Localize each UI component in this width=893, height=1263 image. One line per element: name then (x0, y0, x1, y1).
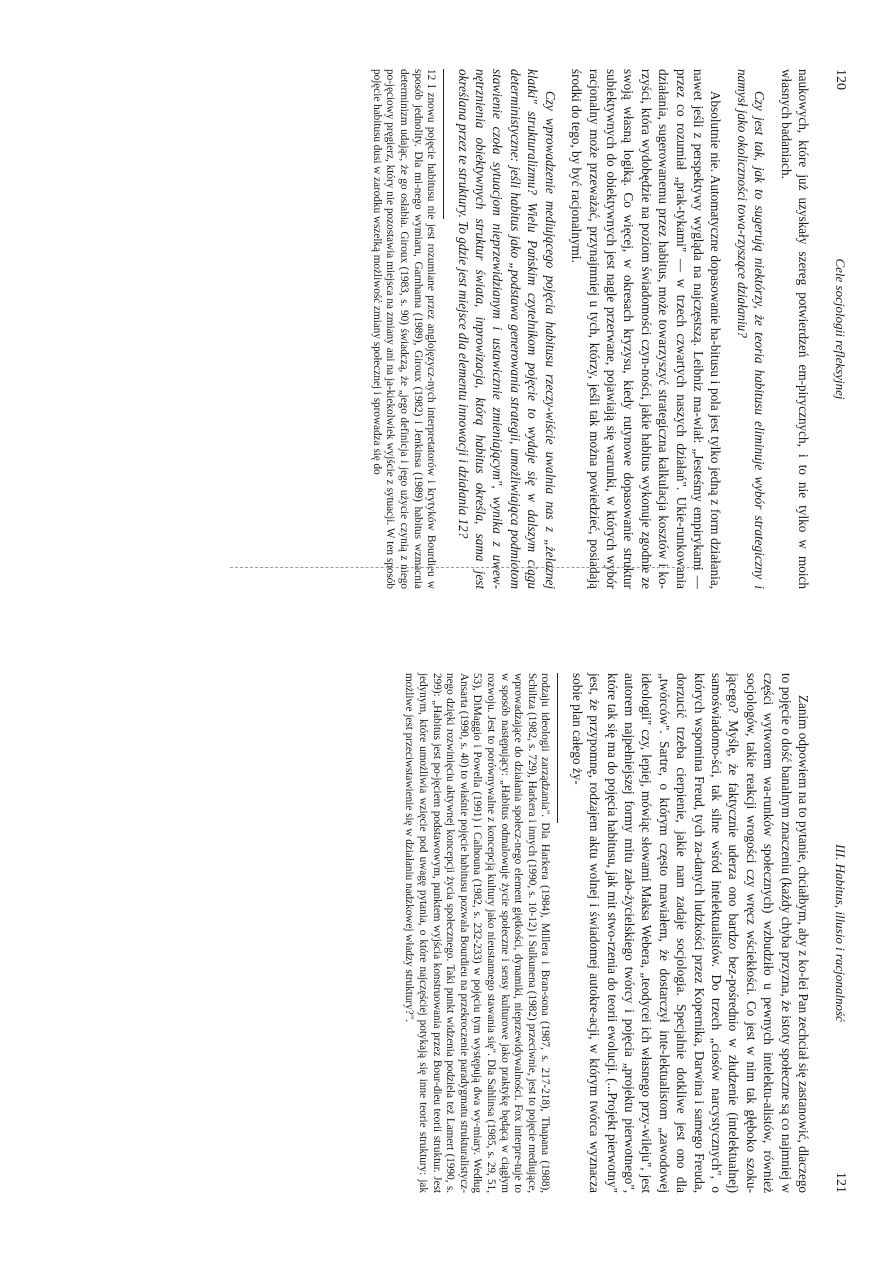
running-header (824, 69, 848, 589)
running-header (824, 673, 848, 1193)
left-page (36, 49, 856, 609)
footnote-rule (443, 69, 444, 219)
main-text (366, 69, 812, 589)
footnote: 12 I znowu pojęcie habitusu nie jest rozumiane przez anglojęzycz-nych interpretatorów i krytyków Bourdieu w sposób jednolity. Dla mi-nego wymiaru, Garnhama (1989), Giroux (1982) i Jenkinsa (1989) habitus wzmacnia determinizm udając, że go osłabia. Giroux (1983, s. 90) świadczą, że „jego definicja i jego użycie czynią z niego po-jęciowy pręgierz, który nie pozostawia miejsca na zmiany ani na ja-kiekolwiek wyjście z sytuacji. W ten sposób pojęcie habitusu dusi w zarodku wszelką możliwość zmiany społecznej i sprowadza się do (370, 69, 438, 589)
main-text (399, 673, 812, 1193)
footnote-rule (557, 673, 558, 823)
paragraph: Absolutnie nie. Automatyczne dopasowanie ha-bitusu i pola jest tylko jedną z form działania, nawet jeśli z perspektywy wygląda na najczęstszą. Leibniz ma-wiał: „Jesteśmy empirykami — przez co rozumiał „prak-tykami" — w trzech czwartych naszych działań". Ukie-runkowania działania, sugerowanemu przez habitus, może towarzyszyć strategiczna kalkulacja kosztów i ko-rzyści, która wydobędzie na poziom świadomości czyn-ności, jakie habitus wykonuje zgodnie ze swoją własną logiką. Co więcej, w okresach kryzysu, kiedy rutynowe dopasowanie struktur subiektywnych do obiektywnych jest nagle przerwane, pojawiają się warunki, w których wybór racjonalny może przeważać, przynajmniej u tych, którzy, jeśli tak można powiedzieć, posiadają środki do tego, by być racjonalnymi. (569, 69, 724, 589)
running-title: Cele socjologii refleksyjnej (833, 258, 848, 400)
rotated-spread (36, 31, 856, 1231)
running-title: III. Habitus, illusio i racjonalność (833, 844, 848, 1022)
right-page (36, 653, 856, 1213)
footnotes (402, 673, 552, 1193)
footnote: rodzaju ideologii zarządzania". Dla Harkera (1984), Millera i Bran-sona (1987, s. 217-218), Thapana (1988), Schiltza (1982, s. 729), Harkera i innych (1990, s. 10-12) i Sulkunena (1982) przeciwnie, jest to pojęcie mediujące, wprowadzające do działania społecz-nego element giętkości, dynamiki, nieprzewidywalności. Fox interpre-tuje to w sposób następujący: „Habitus odmalowuje życie społeczne i sensy kulturowe jako praktykę będącą w ciągłym rozwoju. Jest to porównywalne z koncepcją kultury jako nieustannego stawania się". Dla Sahlinsa (1985, s. 29, 51, 53), DiMaggio i Powella (1991) i Calhouna (1982, s. 232-233) w pojęciu tym występują dwa wy-miary. Według Ansarta (1990, s. 40) to właśnie pojęcie habitusu pozwala Bourdieu na przekroczenie paradygmatu strukturalistycz-nego dzięki rozwinięciu aktywnej koncepcji życia społecznego. Taki punkt widzenia podziela też Lamert (1990, s. 299): „Habitus jest po-jęciem podstawowym, punktem wyjścia konstruowania przez Bour-dieu teorii struktur. Jest jedynym, które umożliwia wzięcie pod uwagę pytania, o które najczęściej potykają się inne teorie struktury: jak możliwe jest przeciwstawienie się w działaniu nadzkowej władzy struktury?". (403, 673, 552, 1193)
paragraph: Zanim odpowiem na to pytanie, chciałbym, aby z ko-lei Pan zechciał się zastanowić, dlaczego to pojęcie o dość banalnym znaczeniu (każdy chyba przyzna, że istoty społeczne są co najmniej w części wytworem wa-runków społecznych) wzbudziło u pewnych intelektu-alistów, również socjologów, takie reakcji wrogości czy wręcz wściekłości. Co jest w nim tak głęboko szoku-jącego? Myślę, że faktycznie uderza ono bardzo bez-pośrednio w złudzenie (intelektualnej) samoświadomo-ści, tak silne wśród intelektualistów. Do trzech „ciosów narcystycznych", o których wspomina Freud, tych za-danych ludzkości przez Kopernika, Darwina i samego Freuda, dorzucić trzeba cierpienie, jakie nam zadaje socjologia. Specjalnie dotkliwe jest ono dla „twórców". Sartre, o którym często mawiałem, że dostarczył inte-lektualistom „zawodowej ideologii" czy, lepiej, mówiąc słowami Maksa Webera, „teodycei ich własnego przy-wileju", jest autorem najpełniejszej formy mitu zało-życielskiego twórcy i pojęcia „projektu pierwotnego", które tak się ma do pojęcia habitusu, jak mit stwo-rzenia do teorii ewolucji. (...Projekt pierwotny" jest, że przypomnę, rodzajem aktu wolnej i świadomej autokre-acji, w którym twórca wyznacza sobie plan całego ży- (569, 673, 811, 1194)
page-number: 121 (833, 1172, 848, 1193)
scan-gutter-line (230, 567, 700, 568)
question-paragraph: Czy jest tak, jak to sugerują niektórzy, że teoria habitusu eliminuje wybór strategiczny i namysł jako okoliczności towa-rzyszące działaniu? (734, 69, 768, 589)
footnotes (369, 69, 437, 589)
page-number: 120 (833, 69, 848, 90)
paragraph: naukowych, które już uzyskały szereg potwierdzeń em-pirycznych, i to nie tylko w moich własnych badaniach. (778, 69, 811, 589)
question-paragraph: Czy wprowadzenie mediującego pojęcia habitusu rzeczy-wiście uwalnia nas z „żelaznej klatki" strukturalizmu? Wielu Pańskim czytelnikom pojęcie to wydaje się w dalszym ciągu deterministyczne: jeśli habitus jako „podstawa generowania strategii, umożliwiająca podmiotom stawienie czoła sytuacjom nieprzewidzianym i ustawicznie zmieniającym", wynika z uwew-nętrznienia obiektywnych struktur świata, inprowizacja, którą habitus określa, sama jest określana przez te struktury. To gdzie jest miejsce dla elementu innowacji i działania 12? (455, 69, 558, 589)
